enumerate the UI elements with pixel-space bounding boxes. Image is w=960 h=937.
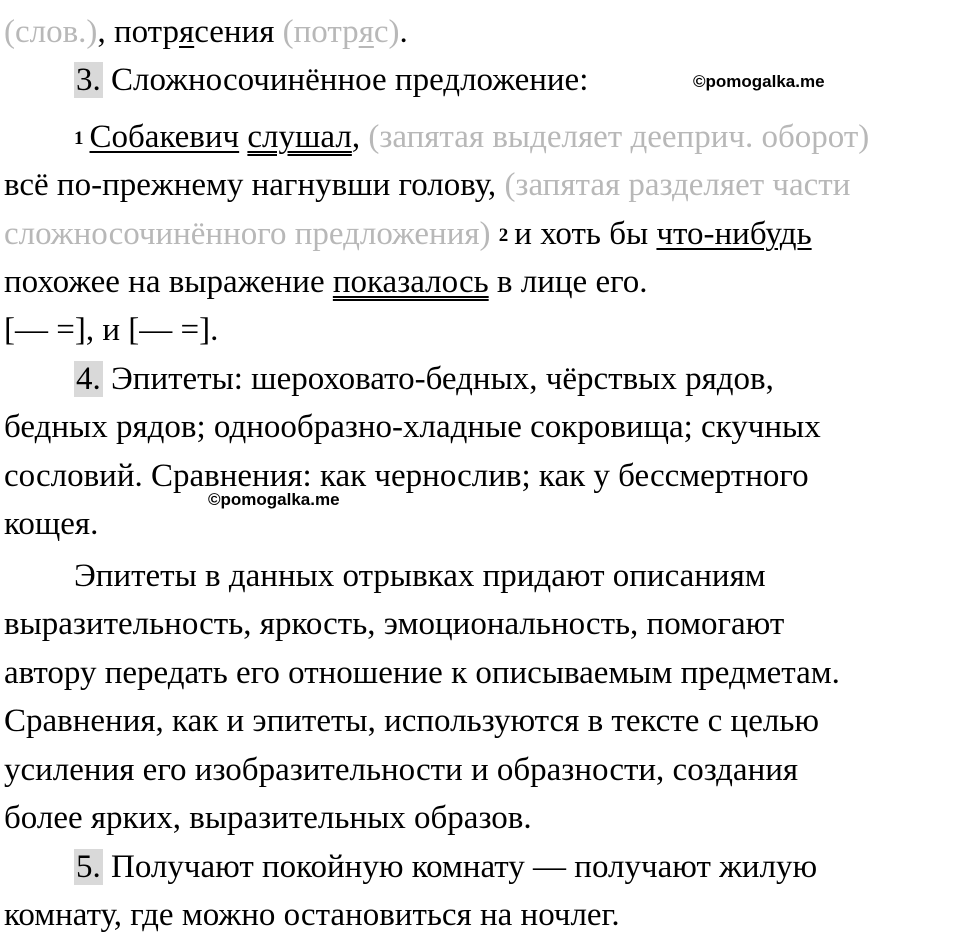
sentence-scheme: [— =], и [— =].	[4, 312, 219, 348]
note-check-word: (потр	[282, 14, 359, 50]
comment-2b: сложносочинённого предложения)	[4, 216, 491, 252]
item-number: 4.	[76, 361, 101, 397]
word-suffix: сения	[194, 14, 283, 50]
sentence-text: похожее на выражение	[4, 264, 333, 300]
sentence-text: всё по-прежнему нагнувши голову,	[4, 167, 505, 203]
subject-1: Собакевич	[89, 119, 240, 155]
sentence-text: в лице его.	[488, 264, 648, 300]
comment-2a: (запятая разделяет части	[504, 167, 851, 203]
item-heading-text: Сложносочинённое предложение:	[102, 62, 589, 98]
predicate-2: показалось	[332, 264, 489, 300]
item-number: 3.	[76, 62, 101, 98]
paragraph-line-4: Сравнения, как и эпитеты, используются в тексте с целью	[4, 703, 820, 739]
text-line-1	[4, 12, 408, 52]
sentence-line-4	[4, 262, 648, 302]
paragraph-line-1: Эпитеты в данных отрывках придают описаниям	[74, 558, 766, 594]
sentence-text: и хоть бы	[514, 216, 657, 252]
item-5-line-2: комнату, где можно остановиться на ночлег.	[4, 897, 620, 933]
part-marker-2: 2	[498, 225, 509, 246]
paragraph-line-3: автору передать его отношение к описываемым предметам.	[4, 655, 840, 691]
item-3-heading	[74, 60, 588, 100]
paragraph-line-5: усиления его изобразительности и образности, создания	[4, 752, 799, 788]
item-4-line-3: сословий. Сравнения: как чернослив; как у бессмертного	[4, 458, 809, 494]
item-4-line-4: кощея.	[4, 506, 99, 542]
sentence-line-1	[74, 117, 869, 159]
paragraph-line-2: выразительность, яркость, эмоциональность, помогают	[4, 606, 785, 642]
item-number: 5.	[76, 849, 101, 885]
comma: ,	[351, 119, 361, 155]
period: .	[399, 14, 408, 50]
part-marker-1: 1	[74, 128, 84, 149]
root-letter: я	[179, 14, 195, 50]
watermark: ©pomogalka.me	[693, 72, 825, 91]
note-check-word-end: с)	[373, 14, 400, 50]
item-text: Получают покойную комнату — получают жилую	[102, 849, 818, 885]
paragraph-line-6: более ярких, выразительных образов.	[4, 800, 532, 836]
watermark: ©pomogalka.me	[208, 490, 340, 509]
subject-2: что-нибудь	[656, 216, 812, 252]
item-text: Эпитеты: шероховато-бедных, чёрствых рядов,	[102, 361, 774, 397]
item-4-line-1	[74, 359, 774, 399]
word-prefix: , потр	[97, 14, 179, 50]
note-slov: (слов.)	[4, 14, 98, 50]
check-root-letter: я	[358, 14, 374, 50]
comment-1: (запятая выделяет дееприч. оборот)	[360, 119, 870, 155]
predicate-1: слушал	[247, 119, 352, 155]
sentence-line-2	[4, 165, 850, 205]
item-5-line-1	[74, 847, 817, 887]
sentence-line-3	[4, 214, 812, 256]
item-4-line-2: бедных рядов; однообразно-хладные сокровища; скучных	[4, 409, 821, 445]
